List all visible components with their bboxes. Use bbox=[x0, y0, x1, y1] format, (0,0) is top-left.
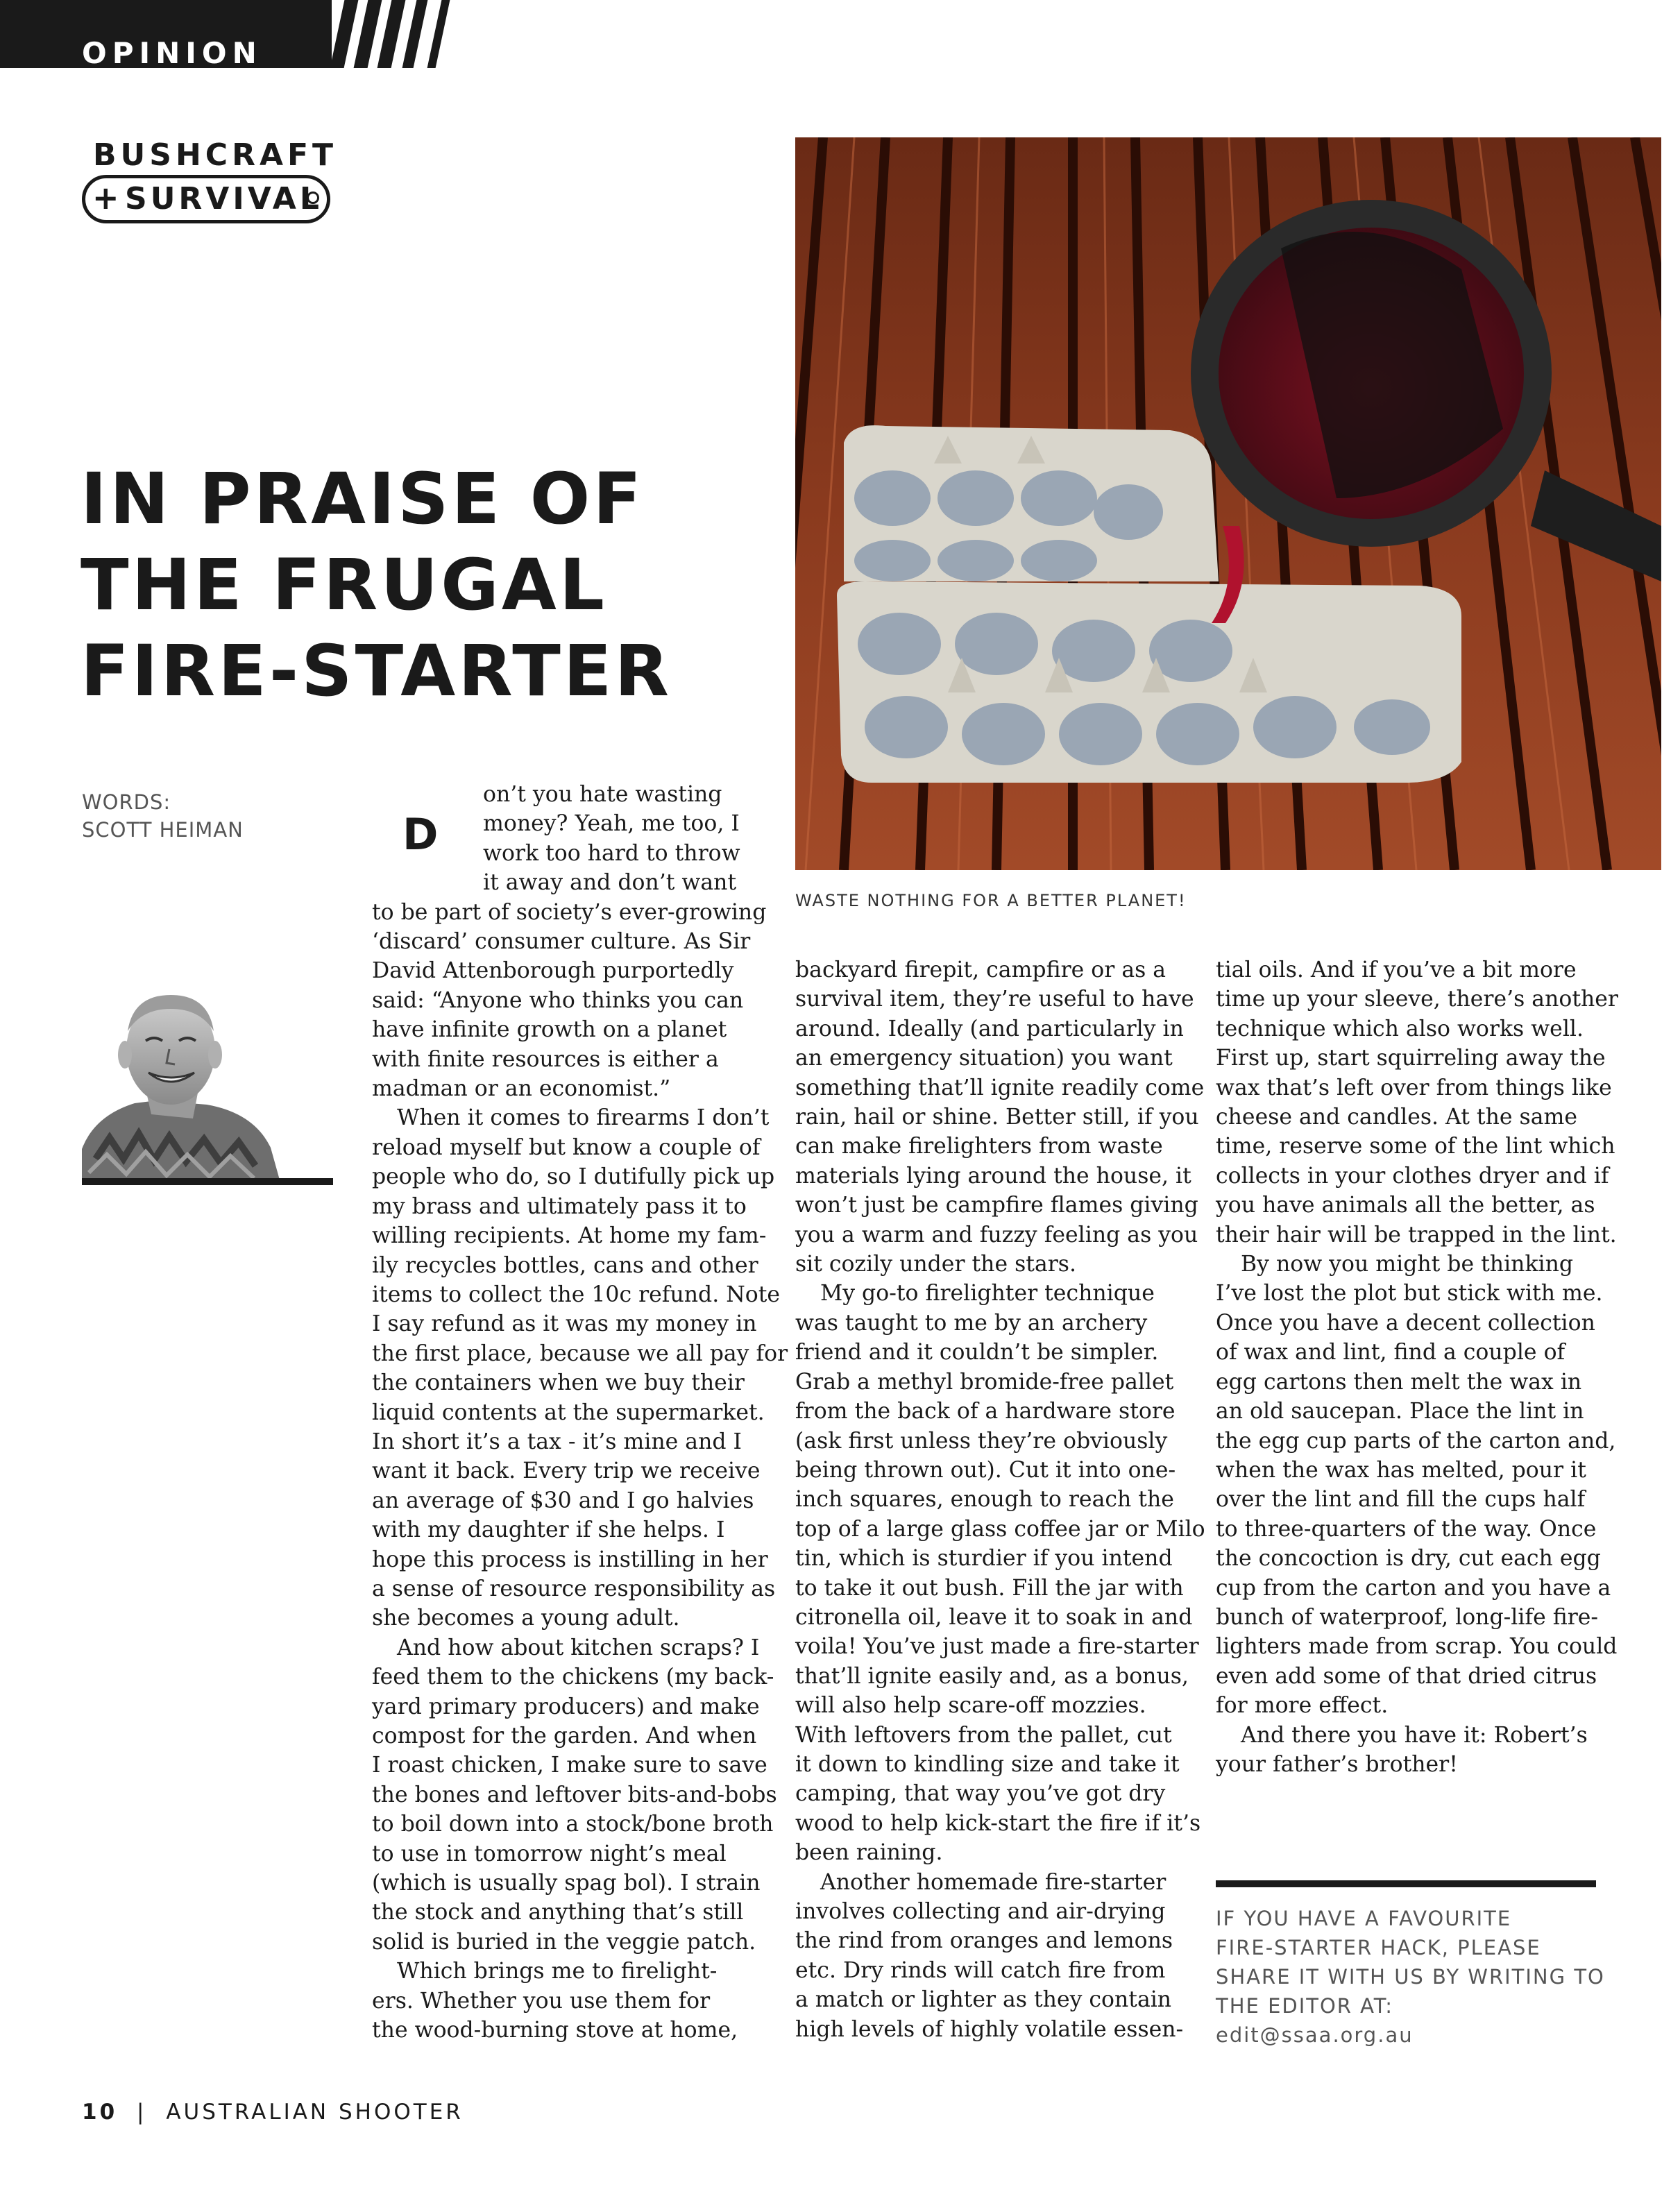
article-line: compost for the garden. And when bbox=[372, 1724, 757, 1749]
article-line: egg cartons then melt the wax in bbox=[1216, 1369, 1582, 1395]
photo-caption: WASTE NOTHING FOR A BETTER PLANET! bbox=[795, 891, 1187, 910]
article-line: your father’s brother! bbox=[1216, 1751, 1458, 1777]
drop-cap: D bbox=[402, 809, 439, 860]
article-line: I’ve lost the plot but stick with me. bbox=[1216, 1281, 1603, 1307]
article-line: reload myself but know a couple of bbox=[372, 1134, 761, 1160]
footer-separator: | bbox=[137, 2100, 147, 2125]
article-line: it down to kindling size and take it bbox=[795, 1751, 1180, 1777]
article-line: for more effect. bbox=[1216, 1693, 1389, 1719]
article-line: backyard firepit, campfire or as a bbox=[795, 958, 1166, 982]
article-line: a match or lighter as they contain bbox=[795, 1987, 1172, 2013]
article-line: their hair will be trapped in the lint. bbox=[1216, 1222, 1617, 1248]
article-line: materials lying around the house, it bbox=[795, 1163, 1191, 1189]
article-line: cheese and candles. At the same bbox=[1216, 1105, 1577, 1130]
headline-line: FIRE-STARTER bbox=[80, 630, 672, 713]
article-line: an emergency situation) you want bbox=[795, 1046, 1173, 1071]
article-line: David Attenborough purportedly bbox=[372, 958, 734, 984]
article-line: can make firelighters from waste bbox=[795, 1134, 1163, 1159]
header-stripe bbox=[402, 0, 428, 68]
article-line: wood to help kick-start the fire if it’s bbox=[795, 1810, 1201, 1836]
article-line: Grab a methyl bromide-free pallet bbox=[795, 1369, 1174, 1395]
article-line: time up your sleeve, there’s another bbox=[1216, 987, 1618, 1012]
section-label: OPINION bbox=[82, 36, 262, 70]
divider bbox=[82, 1178, 333, 1185]
article-line: (which is usually spag bol). I strain bbox=[372, 1871, 761, 1896]
article-line: rain, hail or shine. Better still, if you bbox=[795, 1105, 1199, 1130]
article-line: high levels of highly volatile essen- bbox=[795, 2016, 1184, 2042]
byline-author: SCOTT HEIMAN bbox=[82, 818, 244, 842]
article-line: solid is buried in the veggie patch. bbox=[372, 1929, 756, 1955]
article-line: you a warm and fuzzy feeling as you bbox=[795, 1222, 1198, 1248]
article-line: hope this process is instilling in her bbox=[372, 1547, 768, 1572]
article-line: said: “Anyone who thinks you can bbox=[372, 987, 744, 1013]
article-line: will also help scare-off mozzies. bbox=[795, 1693, 1146, 1719]
article-column-1 bbox=[372, 780, 788, 2045]
article-line: won’t just be campfire flames giving bbox=[795, 1193, 1198, 1218]
article-line: been raining. bbox=[795, 1840, 943, 1866]
article-line: collects in your clothes dryer and if bbox=[1216, 1163, 1609, 1189]
article-line: you have animals all the better, as bbox=[1216, 1193, 1595, 1218]
article-line: willing recipients. At home my fam- bbox=[372, 1223, 767, 1249]
article-line: an old saucepan. Place the lint in bbox=[1216, 1399, 1584, 1424]
article-line: the first place, because we all pay for bbox=[372, 1341, 788, 1366]
article-line: over the lint and fill the cups half bbox=[1216, 1487, 1586, 1513]
header-stripe bbox=[377, 0, 406, 68]
article-line: it away and don’t want bbox=[483, 870, 737, 896]
article-line: work too hard to throw bbox=[483, 840, 740, 866]
article-line: etc. Dry rinds will catch fire from bbox=[795, 1957, 1166, 1983]
article-line: madman or an economist.” bbox=[372, 1076, 671, 1102]
article-line: to take it out bush. Fill the jar with bbox=[795, 1575, 1184, 1601]
article-line: the concoction is dry, cut each egg bbox=[1216, 1546, 1601, 1572]
article-line: from the back of a hardware store bbox=[795, 1399, 1176, 1424]
article-line: camping, that way you’ve got dry bbox=[795, 1781, 1166, 1807]
article-line: even add some of that dried citrus bbox=[1216, 1663, 1597, 1689]
article-line: First up, start squirreling away the bbox=[1216, 1046, 1606, 1071]
article-line: she becomes a young adult. bbox=[372, 1606, 680, 1631]
page-number: 10 bbox=[82, 2100, 118, 2125]
article-line: people who do, so I dutifully pick up bbox=[372, 1164, 775, 1190]
header-stripe bbox=[354, 0, 382, 68]
article-line: of wax and lint, find a couple of bbox=[1216, 1340, 1566, 1366]
article-line: time, reserve some of the lint which bbox=[1216, 1134, 1615, 1159]
contact-note bbox=[1216, 1904, 1605, 2050]
headline-line: IN PRAISE OF bbox=[80, 458, 645, 541]
article-line: to use in tomorrow night’s meal bbox=[372, 1841, 727, 1866]
article-line: ers. Whether you use them for bbox=[372, 1988, 711, 2014]
headline bbox=[80, 457, 774, 715]
article-line: the egg cup parts of the carton and, bbox=[1216, 1428, 1616, 1454]
article-line: I roast chicken, I make sure to save bbox=[372, 1753, 767, 1778]
article-line: And there you have it: Robert’s bbox=[1241, 1722, 1588, 1748]
article-line: want it back. Every trip we receive bbox=[372, 1458, 761, 1484]
article-line: the rind from oranges and lemons bbox=[795, 1928, 1173, 1954]
article-line: have infinite growth on a planet bbox=[372, 1017, 727, 1043]
article-line: the stock and anything that’s still bbox=[372, 1900, 744, 1925]
article-line: yard primary producers) and make bbox=[372, 1694, 760, 1719]
contact-note-line: SHARE IT WITH US BY WRITING TO bbox=[1216, 1965, 1605, 1989]
header-stripe bbox=[330, 0, 359, 68]
article-photo bbox=[795, 137, 1661, 870]
article-line: something that’ll ignite readily come bbox=[795, 1075, 1205, 1100]
author-portrait bbox=[82, 985, 332, 1182]
article-line: to be part of society’s ever-growing bbox=[372, 899, 767, 925]
article-line: with finite resources is either a bbox=[372, 1046, 719, 1072]
magazine-name: AUSTRALIAN SHOOTER bbox=[166, 2100, 464, 2125]
article-line: And how about kitchen scraps? I bbox=[397, 1635, 760, 1660]
contact-note-line: THE EDITOR AT: bbox=[1216, 1994, 1394, 2018]
article-line: Another homemade fire-starter bbox=[820, 1869, 1166, 1895]
divider bbox=[1216, 1880, 1596, 1887]
article-line: that’ll ignite easily and, as a bonus, bbox=[795, 1663, 1189, 1689]
article-line: around. Ideally (and particularly in bbox=[795, 1016, 1184, 1041]
article-line: money? Yeah, me too, I bbox=[483, 811, 740, 837]
article-line: My go-to firelighter technique bbox=[820, 1281, 1155, 1307]
article-line: to boil down into a stock/bone broth bbox=[372, 1812, 774, 1837]
article-line: sit cozily under the stars. bbox=[795, 1252, 1076, 1277]
article-column-2 bbox=[795, 955, 1205, 2044]
article-line: with my daughter if she helps. I bbox=[372, 1517, 725, 1543]
logo-bushcraft: BUSHCRAFT bbox=[93, 137, 338, 173]
article-line: the containers when we buy their bbox=[372, 1370, 745, 1396]
headline-line: THE FRUGAL bbox=[80, 544, 607, 627]
article-line: when the wax has melted, pour it bbox=[1216, 1457, 1586, 1483]
article-line: Which brings me to firelight- bbox=[397, 1959, 718, 1984]
plus-icon: + bbox=[92, 179, 119, 216]
page-footer bbox=[82, 2100, 464, 2125]
article-line: a sense of resource responsibility as bbox=[372, 1576, 776, 1601]
article-line: feed them to the chickens (my back- bbox=[372, 1665, 774, 1690]
article-line: technique which also works well. bbox=[1216, 1016, 1584, 1041]
article-line: to three-quarters of the way. Once bbox=[1216, 1516, 1597, 1542]
article-line: the bones and leftover bits-and-bobs bbox=[372, 1782, 777, 1807]
article-line: tial oils. And if you’ve a bit more bbox=[1216, 958, 1577, 982]
article-line: tin, which is sturdier if you intend bbox=[795, 1546, 1173, 1572]
article-line: my brass and ultimately pass it to bbox=[372, 1193, 747, 1219]
article-line: liquid contents at the supermarket. bbox=[372, 1399, 765, 1425]
article-line: inch squares, enough to reach the bbox=[795, 1487, 1174, 1513]
article-line: was taught to me by an archery bbox=[795, 1310, 1148, 1336]
article-line: on’t you hate wasting bbox=[483, 782, 722, 807]
article-line: When it comes to firearms I don’t bbox=[397, 1105, 770, 1131]
article-line: cup from the carton and you have a bbox=[1216, 1575, 1611, 1601]
article-line: top of a large glass coffee jar or Milo bbox=[795, 1516, 1205, 1542]
contact-note-line: FIRE-STARTER HACK, PLEASE bbox=[1216, 1936, 1541, 1959]
article-line: survival item, they’re useful to have bbox=[795, 987, 1194, 1012]
article-column-3 bbox=[1216, 955, 1632, 1779]
editor-email-link[interactable]: edit@ssaa.org.au bbox=[1216, 2023, 1414, 2047]
article-line: lighters made from scrap. You could bbox=[1216, 1634, 1618, 1660]
circle-icon bbox=[307, 192, 319, 204]
logo-survival: SURVIVAL bbox=[125, 181, 323, 216]
article-line: an average of $30 and I go halvies bbox=[372, 1488, 754, 1513]
article-line: With leftovers from the pallet, cut bbox=[795, 1722, 1172, 1748]
article-line: Once you have a decent collection bbox=[1216, 1310, 1595, 1336]
header-stripe bbox=[427, 0, 450, 68]
contact-note-line: IF YOU HAVE A FAVOURITE bbox=[1216, 1907, 1512, 1930]
article-line: involves collecting and air-drying bbox=[795, 1899, 1166, 1924]
article-line: ily recycles bottles, cans and other bbox=[372, 1252, 758, 1278]
article-line: By now you might be thinking bbox=[1241, 1252, 1574, 1277]
article-line: (ask first unless they’re obviously bbox=[795, 1428, 1168, 1454]
article-line: bunch of waterproof, long-life fire- bbox=[1216, 1604, 1599, 1630]
article-line: ‘discard’ consumer culture. As Sir bbox=[372, 929, 751, 955]
byline-label: WORDS: bbox=[82, 790, 171, 814]
article-line: items to collect the 10c refund. Note bbox=[372, 1282, 781, 1307]
article-line: the wood-burning stove at home, bbox=[372, 2018, 738, 2043]
article-line: wax that’s left over from things like bbox=[1216, 1075, 1612, 1100]
article-line: I say refund as it was my money in bbox=[372, 1311, 757, 1337]
article-line: citronella oil, leave it to soak in and bbox=[795, 1604, 1193, 1630]
article-line: voila! You’ve just made a fire-starter bbox=[795, 1634, 1199, 1660]
article-line: In short it’s a tax - it’s mine and I bbox=[372, 1429, 742, 1454]
article-line: being thrown out). Cut it into one- bbox=[795, 1457, 1176, 1483]
article-line: friend and it couldn’t be simpler. bbox=[795, 1340, 1159, 1366]
